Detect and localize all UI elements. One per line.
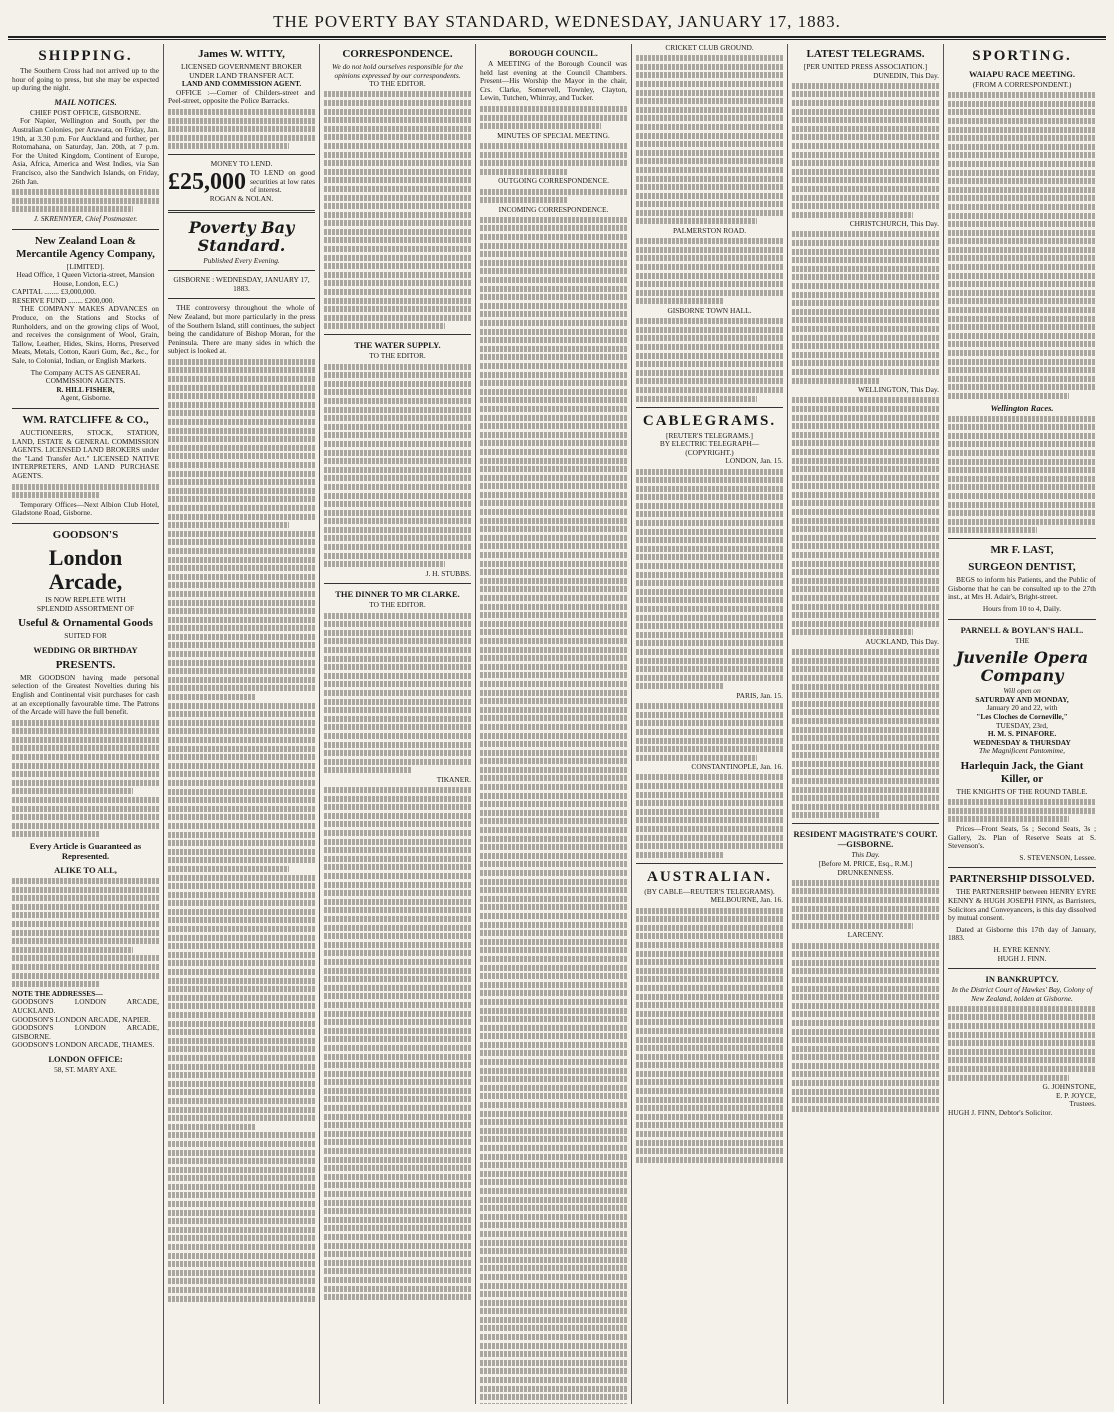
- sat-mon: SATURDAY AND MONDAY,: [975, 694, 1069, 704]
- useful-goods: Useful & Ornamental Goods: [18, 617, 153, 630]
- column-1: [8, 44, 164, 1404]
- nzl-agent-role: Agent, Gisborne.: [60, 393, 111, 403]
- shipping-heading: SHIPPING.: [38, 48, 133, 64]
- address-1: GOODSON'S LONDON ARCADE, AUCKLAND.: [12, 997, 159, 1015]
- london-arcade: London Arcade,: [48, 544, 123, 594]
- trustee-2: E. P. JOYCE,: [1055, 1090, 1096, 1100]
- larceny-heading: LARCENY.: [847, 930, 884, 940]
- column-5: [632, 44, 788, 1404]
- reserve-row: RESERVE FUND ........ £200,000.: [12, 295, 115, 305]
- witty-role: LICENSED GOVERNMENT BROKER UNDER LAND TRANSFER ACT.: [181, 62, 302, 80]
- water-signature: J. H. STUBBS.: [425, 568, 471, 578]
- note-addresses: NOTE THE ADDRESSES—: [12, 988, 103, 998]
- guaranteed: Every Article is Guaranteed as Represented.: [29, 841, 142, 862]
- electric-line: BY ELECTRIC TELEGRAPH—(COPYRIGHT.): [659, 439, 760, 457]
- town-hall-heading: GISBORNE TOWN HALL.: [667, 306, 752, 315]
- surgeon-dentist: SURGEON DENTIST,: [968, 561, 1076, 574]
- trustees-label: Trustees.: [1069, 1099, 1096, 1109]
- office-address: 58, ST. MARY AXE.: [54, 1064, 117, 1074]
- press-association: [PER UNITED PRESS ASSOCIATION.]: [803, 62, 928, 71]
- nzl-limited: [LIMITED].: [66, 261, 105, 271]
- ratcliffe-text: AUCTIONEERS, STOCK, STATION, LAND, ESTATE & GENERAL COMMISSION AGENTS. LICENSED LAND BROKERS under the "Land Transfer Act." LICENSED NATIVE INTERPRETERS, AND LAND PURCHASE AGENTS.: [12, 428, 159, 480]
- alike: ALIKE TO ALL,: [54, 865, 117, 876]
- mail-office: CHIEF POST OFFICE, GISBORNE.: [30, 107, 141, 117]
- knights: THE KNIGHTS OF THE ROUND TABLE.: [956, 787, 1088, 796]
- borough-heading: BOROUGH COUNCIL.: [509, 48, 598, 58]
- juvenile-opera: Juvenile Opera Company: [955, 648, 1089, 686]
- harlequin: Harlequin Jack, the Giant Killer, or: [960, 760, 1084, 785]
- column-7: [944, 44, 1100, 1404]
- court-line: In the District Court of Hawkes' Bay, Colony of New Zealand, holden at Gisborne.: [951, 985, 1093, 1003]
- partnership-heading: PARTNERSHIP DISSOLVED.: [949, 873, 1095, 886]
- address-4: GOODSON'S LONDON ARCADE, THAMES.: [12, 1040, 155, 1050]
- last-text: BEGS to inform his Patients, and the Public of Gisborne that he can be consulted up to the 27th inst., at Mrs H. Adair's, Bright-street.: [948, 575, 1096, 602]
- minutes-heading: MINUTES OF SPECIAL MEETING.: [497, 130, 610, 140]
- correspondence-heading: CORRESPONDENCE.: [342, 48, 453, 60]
- cablegrams-heading: CABLEGRAMS.: [642, 412, 777, 429]
- reuter-line: [REUTER'S TELEGRAMS.]: [665, 430, 753, 440]
- debtor-solicitor: HUGH J. FINN, Debtor's Solicitor.: [948, 1108, 1053, 1117]
- paris-date: PARIS, Jan. 15.: [736, 690, 783, 700]
- partnership-dated: Dated at Gisborne this 17th day of January, 1883.: [948, 924, 1096, 943]
- outgoing-heading: OUTGOING CORRESPONDENCE.: [498, 176, 609, 186]
- money-to-lend: MONEY TO LEND.: [210, 159, 273, 169]
- paper-title: Poverty Bay Standard.: [188, 217, 295, 255]
- to-editor-1: TO THE EDITOR.: [369, 79, 426, 89]
- dates-1: January 20 and 22, with: [986, 703, 1058, 713]
- constantinople-date: CONSTANTINOPLE, Jan. 16.: [691, 762, 783, 772]
- lessee: S. STEVENSON, Lessee.: [1019, 852, 1096, 862]
- wed-thu: WEDNESDAY & THURSDAY: [973, 737, 1071, 747]
- correspondence-disclaimer: We do not hold ourselves responsible for the opinions expressed by our correspondents.: [331, 62, 464, 80]
- editorial-lead: THE controversy throughout the whole of New Zealand, but more particularly in the press of the Southern Island, still continues, the subject being the candidature of Bishop Moran, for the Peninsula. There are many sides in which the subject is looked at.: [168, 303, 315, 356]
- will-open: Will open on: [1003, 686, 1041, 696]
- auckland-date: AUCKLAND, This Day.: [865, 636, 939, 646]
- to-editor-2: TO THE EDITOR.: [369, 351, 426, 361]
- last-name: MR F. LAST,: [990, 544, 1054, 557]
- ratcliffe-office: Temporary Offices—Next Albion Club Hotel, Gladstone Road, Gisborne.: [12, 499, 159, 518]
- nzl-text: THE COMPANY MAKES ADVANCES on Produce, on the Stations and Stocks of Runholders, and on the growing clips of Wool, and receives the consignment of Wool, Grain, Tallow, Leather, Hides, Skins, Horns, Preserved Meats, Metals, Cotton, Kauri Gum, &c., &c., for Sale, to Colonial, Indian, or English Markets.: [12, 304, 159, 366]
- drunkenness-heading: DRUNKENNESS.: [837, 867, 894, 877]
- nzl-office: Head Office, 1 Queen Victoria-street, Mansion House, London, E.C.): [16, 270, 155, 288]
- melbourne-date: MELBOURNE, Jan. 16.: [710, 895, 783, 905]
- loan-block: [168, 169, 315, 195]
- incoming-heading: INCOMING CORRESPONDENCE.: [498, 204, 609, 214]
- dinner-signature: TIKANER.: [436, 774, 471, 784]
- column-6: [788, 44, 944, 1404]
- editorial-body: [168, 359, 315, 1302]
- last-hours: Hours from 10 to 4, Daily.: [982, 604, 1062, 614]
- tuesday: TUESDAY, 23rd,: [996, 720, 1048, 730]
- pantomime: The Magnificent Pantomime,: [978, 746, 1065, 756]
- wellington-date: WELLINGTON, This Day.: [858, 385, 939, 395]
- published: Published Every Evening.: [203, 255, 280, 265]
- the-label: THE: [1014, 635, 1030, 645]
- witty-text: OFFICE :—Corner of Childers-street and Peel-street, opposite the Police Barracks.: [168, 87, 315, 106]
- latest-telegrams-heading: LATEST TELEGRAMS.: [806, 48, 925, 60]
- ratcliffe-title: WM. RATCLIFFE & CO.,: [22, 414, 149, 426]
- address-3: GOODSON'S LONDON ARCADE, GISBORNE.: [12, 1023, 159, 1041]
- nzl-agent: R. HILL FISHER,: [56, 384, 115, 394]
- column-4: [476, 44, 632, 1404]
- kenny-sign: H. EYRE KENNY.: [993, 944, 1051, 954]
- splendid: SPLENDID ASSORTMENT OF: [36, 603, 135, 613]
- prices: Prices—Front Seats, 5s ; Second Seats, 3s ; Gallery, 2s. Plan of Reserve Seats at S. Stevenson's.: [948, 823, 1096, 851]
- masthead-title: THE POVERTY BAY STANDARD, WEDNESDAY, JANUARY 17, 1883.: [273, 12, 841, 31]
- australian-heading: AUSTRALIAN.: [647, 868, 772, 885]
- to-editor-3: TO THE EDITOR.: [369, 600, 426, 610]
- christchurch-date: CHRISTCHURCH, This Day.: [849, 219, 939, 229]
- pinafore: H. M. S. PINAFORE.: [987, 729, 1057, 739]
- loan-amount: £25,000: [168, 168, 246, 195]
- witty-name: James W. WITTY,: [198, 48, 285, 60]
- rm-court-heading: RESIDENT MAGISTRATE'S COURT.—GISBORNE.: [793, 829, 938, 850]
- wedding: WEDDING OR BIRTHDAY: [33, 644, 138, 655]
- waiapu-heading: WAIAPU RACE MEETING.: [968, 69, 1076, 79]
- nzl-acts: The Company ACTS AS GENERAL COMMISSION AGENTS.: [30, 367, 141, 386]
- loan-text: TO LEND on good securities at low rates of interest.: [250, 168, 315, 195]
- mail-signature: J. SKRENNYER, Chief Postmaster.: [33, 213, 138, 223]
- dinner-heading: THE DINNER TO MR CLARKE.: [335, 589, 460, 600]
- replete: IS NOW REPLETE WITH: [45, 594, 126, 604]
- presents: PRESENTS.: [55, 658, 116, 671]
- address-2: GOODSON'S LONDON ARCADE, NAPIER.: [12, 1014, 151, 1024]
- goodson-title: GOODSON'S: [52, 528, 119, 541]
- suited: SUITED FOR: [64, 631, 107, 641]
- bankruptcy-heading: IN BANKRUPTCY.: [985, 974, 1059, 985]
- column-2: [164, 44, 320, 1404]
- shipping-text: The Southern Cross had not arrived up to the hour of going to press, but she may be expected up during the night.: [12, 66, 159, 93]
- wellington-races: Wellington Races.: [990, 402, 1054, 413]
- finn-sign: HUGH J. FINN.: [997, 953, 1047, 963]
- dunedin-date: DUNEDIN, This Day.: [873, 70, 939, 80]
- masthead-rule-thin: [8, 39, 1106, 40]
- hall-heading: PARNELL & BOYLAN'S HALL.: [960, 624, 1084, 635]
- trustee-1: G. JOHNSTONE,: [1042, 1082, 1096, 1092]
- london-office: LONDON OFFICE:: [48, 1053, 123, 1064]
- cloches: "Les Cloches de Corneville,": [976, 712, 1068, 722]
- mail-notices-heading: MAIL NOTICES.: [54, 96, 117, 107]
- newspaper-columns: [8, 44, 1106, 1404]
- sporting-heading: SPORTING.: [972, 48, 1072, 64]
- correspondent: (FROM A CORRESPONDENT.): [972, 80, 1072, 89]
- nzl-title: New Zealand Loan & Mercantile Agency Company,: [16, 234, 155, 260]
- capital-row: CAPITAL ........ £3,000,000.: [12, 287, 96, 297]
- by-cable: (BY CABLE—REUTER'S TELEGRAMS).: [644, 886, 775, 896]
- this-day: This Day.: [851, 850, 880, 860]
- partnership-text: THE PARTNERSHIP between HENRY EYRE KENNY & HUGH JOSEPH FINN, as Barristers, Solicitors and Conveyancers, is this day dissolved by mutual consent.: [948, 887, 1097, 923]
- land-agent: LAND AND COMMISSION AGENT.: [181, 79, 302, 89]
- cricket-heading: CRICKET CLUB GROUND.: [665, 44, 754, 52]
- loan-agents: ROGAN & NOLAN.: [209, 193, 274, 203]
- column-3: [320, 44, 476, 1404]
- masthead: [0, 0, 1114, 40]
- london-date: LONDON, Jan. 15.: [725, 456, 783, 466]
- before-magistrate: [Before M. PRICE, Esq., R.M.]: [818, 859, 913, 869]
- borough-intro: A MEETING of the Borough Council was held last evening at the Council Chambers. Present—His Worship the Mayor in the chair, Crs. Clarke, Somervell, Townley, Clayton, Lewin, Tutchen, Whinray, and Tucker.: [480, 59, 627, 103]
- water-heading: THE WATER SUPPLY.: [354, 340, 441, 351]
- masthead-rule: [8, 36, 1106, 38]
- mail-text: For Napier, Wellington and South, per the Australian Colonies, per Arawata, on Friday, Jan. 19th, at 3.30 p.m. For Auckland and further, per Rotomahana, on Saturday, Jan. 20th, at 7 p.m. For the United Kingdom, Continent of Europe, Asia, Africa, America and West Indies, via San Francisco, also the Sandwich Islands, on Friday, 26th Jan.: [12, 116, 159, 186]
- dateline: GISBORNE : WEDNESDAY, JANUARY 17, 1883.: [173, 275, 310, 293]
- goodson-text: MR GOODSON having made personal selection of the Greatest Novelties during his English and Continental visit purchases for cash at an exceptionally favourable time. The Patrons of the Arcade will have the full benefit.: [12, 672, 159, 717]
- palmerston-heading: PALMERSTON ROAD.: [672, 226, 747, 236]
